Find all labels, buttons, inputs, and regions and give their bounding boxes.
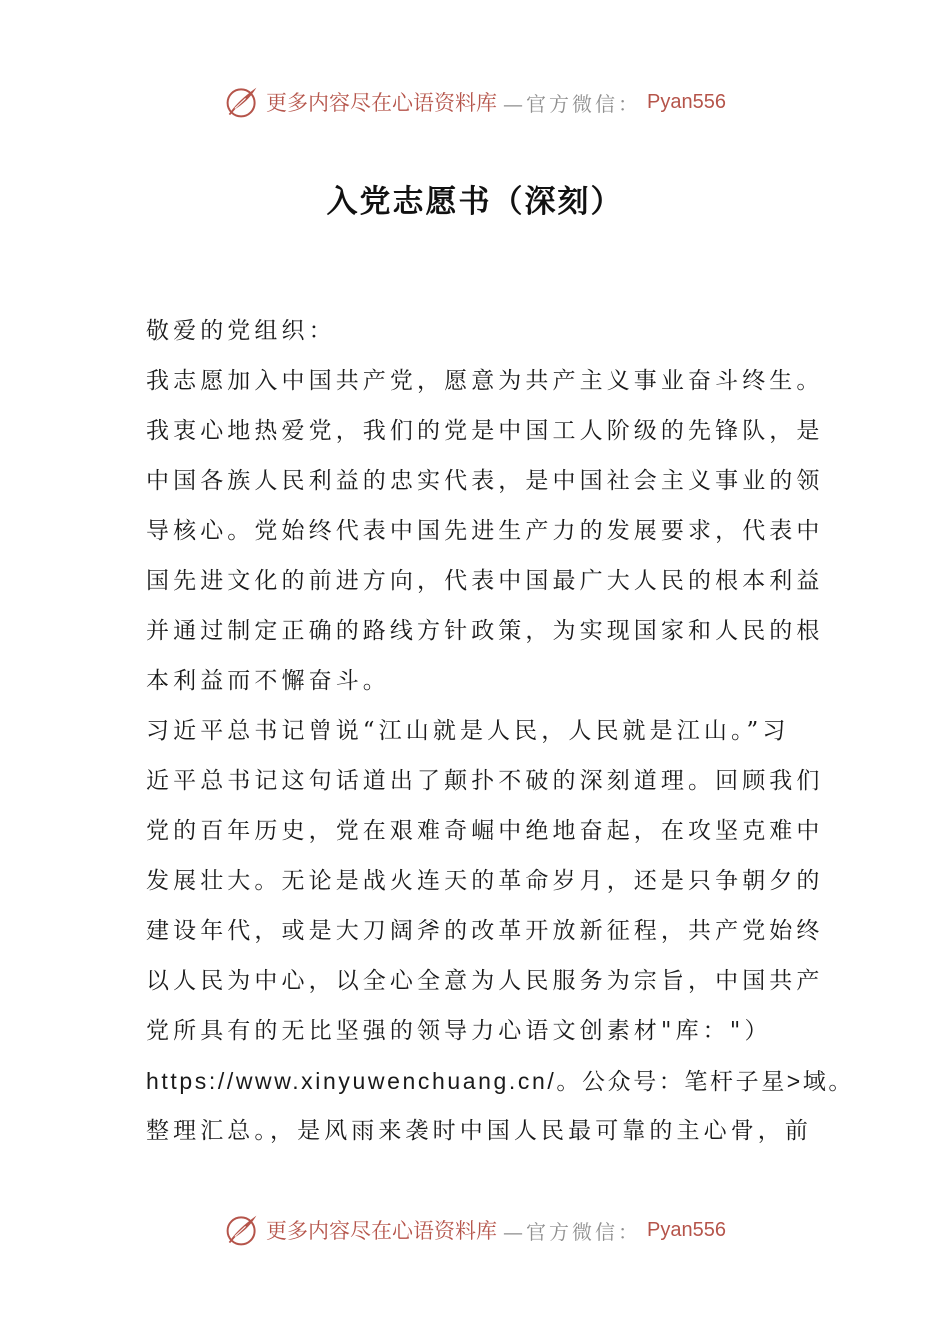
body-line: 建设年代，或是大刀阔斧的改革开放新征程，共产党始终 [146,918,824,944]
body-line: 整理汇总。，是风雨来袭时中国人民最可靠的主心骨，前 [146,1118,812,1144]
banner-official-label: —官方微信： [503,1219,642,1244]
body-line: 中国各族人民利益的忠实代表，是中国社会主义事业的领 [146,468,824,494]
banner-official-label: —官方微信： [503,91,642,116]
body-line: 以人民为中心，以全心全意为人民服务为宗旨，中国共产 [146,968,824,994]
document-title: 入党志愿书（深刻） [326,184,624,220]
document-body [146,306,855,1156]
banner-slogan: 更多内容尽在心语资料库 [266,91,498,115]
header-watermark-banner [0,82,950,122]
banner-slogan: 更多内容尽在心语资料库 [266,1219,498,1243]
body-line: 近平总书记这句话道出了颠扑不破的深刻道理。回顾我们 [146,768,824,794]
body-line: 我志愿加入中国共产党，愿意为共产主义事业奋斗终生。 [146,368,824,394]
body-line: 本利益而不懈奋斗。 [146,668,390,694]
body-line: 国先进文化的前进方向，代表中国最广大人民的根本利益 [146,568,824,594]
body-line: 导核心。党始终代表中国先进生产力的发展要求，代表中 [146,518,824,544]
body-line: 党所具有的无比坚强的领导力心语文创素材"库："） [146,1018,772,1044]
banner-wechat-id: Pyan556 [647,1218,726,1241]
body-line: 发展壮大。无论是战火连天的革命岁月，还是只争朝夕的 [146,868,824,894]
banner-wechat-id: Pyan556 [647,90,726,113]
body-line: 党的百年历史，党在艰难奇崛中绝地奋起，在攻坚克难中 [146,818,824,844]
footer-watermark-banner [0,1210,950,1250]
body-line-url: https://www.xinyuwenchuang.cn/。公众号：笔杆子星>域。 [146,1068,855,1094]
quill-pen-circle-icon [224,1212,260,1248]
body-line: 并通过制定正确的路线方针政策，为实现国家和人民的根 [146,618,824,644]
body-line: 我衷心地热爱党，我们的党是中国工人阶级的先锋队，是 [146,418,824,444]
body-line: 习近平总书记曾说“江山就是人民，人民就是江山。”习 [146,718,790,744]
salutation-line: 敬爱的党组织： [146,318,336,344]
quill-pen-circle-icon [224,84,260,120]
